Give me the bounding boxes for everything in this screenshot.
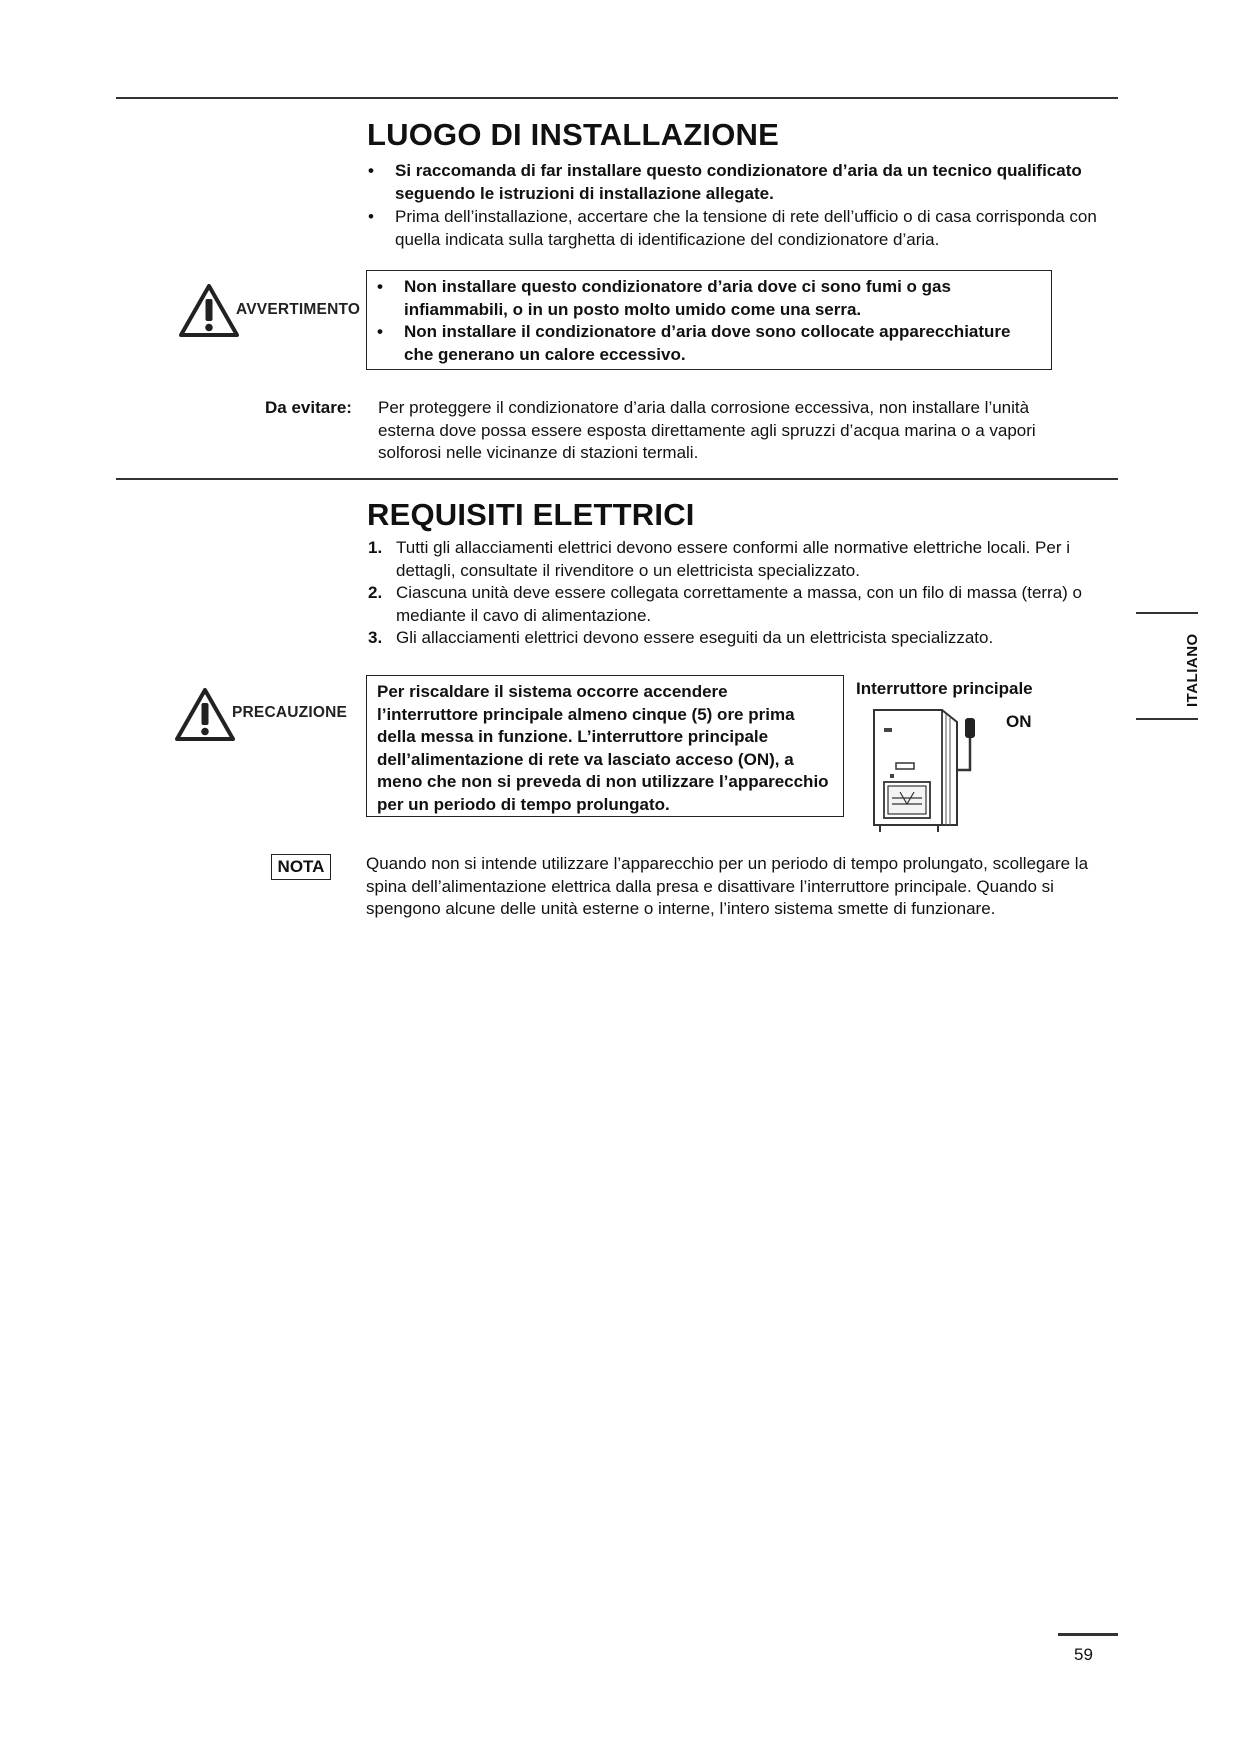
- installation-bullets: [368, 159, 1108, 251]
- section-title-electrical: REQUISITI ELETTRICI: [367, 497, 695, 532]
- bullet-text: Si raccomanda di far installare questo condizionatore d’aria da un tecnico qualificato seguendo le istruzioni di installazione allegate.: [395, 161, 1082, 203]
- electrical-requirements-list: [368, 537, 1118, 650]
- switch-state-label: ON: [1006, 712, 1032, 731]
- side-tab-language: ITALIANO: [1184, 633, 1201, 707]
- list-text: Tutti gli allacciamenti elettrici devono essere conformi alle normative elettriche locali. Per i dettagli, consultate il rivenditore o un elettricista specializzato.: [396, 538, 1070, 580]
- top-rule: [116, 97, 1118, 99]
- warning-item: [377, 276, 1041, 321]
- main-switch-illustration: [862, 700, 1012, 835]
- bullet-item: [368, 205, 1108, 251]
- bullet-item: [368, 159, 1108, 205]
- warning-item-text: Non installare il condizionatore d’aria dove sono collocate apparecchiature che generano un calore eccessivo.: [404, 322, 1011, 364]
- list-text: Gli allacciamenti elettrici devono essere eseguiti da un elettricista specializzato.: [396, 628, 994, 647]
- bullet-dot: •: [368, 161, 374, 180]
- list-item: [368, 582, 1118, 627]
- avoid-text: Per proteggere il condizionatore d’aria dalla corrosione eccessiva, non installare l’unità esterna dove possa essere esposta direttamente agli spruzzi d’acqua marina o a vapori solforosi nelle vicinanze di stazioni termali.: [378, 398, 1036, 462]
- warning-item: [377, 321, 1041, 366]
- warning-triangle-icon: [178, 283, 240, 338]
- list-text: Ciascuna unità deve essere collegata correttamente a massa, con un filo di massa (terra) o mediante il cavo di alimentazione.: [396, 583, 1083, 625]
- bullet-dot: •: [377, 322, 383, 341]
- caution-text: Per riscaldare il sistema occorre accendere l’interruttore principale almeno cinque (5) ore prima della messa in funzione. L’interruttore principale dell’alimentazione di rete va lasciato acceso (ON), a meno che non si preveda di non utilizzare l’apparecchio per un periodo di tempo prolungato.: [377, 682, 829, 814]
- bullet-dot: •: [368, 207, 374, 226]
- section-title-installation: LUOGO DI INSTALLAZIONE: [367, 117, 779, 152]
- middle-rule: [116, 478, 1118, 480]
- list-number: 1.: [368, 538, 383, 557]
- caution-box: [366, 675, 844, 817]
- warning-label: AVVERTIMENTO: [236, 301, 361, 318]
- caution-label: PRECAUZIONE: [232, 704, 348, 721]
- warning-item-text: Non installare questo condizionatore d’aria dove ci sono fumi o gas infiammabili, o in un posto molto umido come una serra.: [404, 277, 951, 319]
- switch-caption: Interruttore principale: [856, 679, 1033, 698]
- note-text: Quando non si intende utilizzare l’apparecchio per un periodo di tempo prolungato, scollegare la spina dell’alimentazione elettrica dalla presa e disattivare l’interruttore principale. Quando si spengono alcune delle unità esterne o interne, l’intero sistema smette di funzionare.: [366, 854, 1089, 918]
- side-tab-top-line: [1136, 612, 1198, 614]
- list-item: [368, 537, 1118, 582]
- list-item: [368, 627, 1118, 650]
- side-tab-bottom-line: [1136, 718, 1198, 720]
- page-number-rule: [1058, 1633, 1118, 1636]
- avoid-label: Da evitare:: [265, 398, 352, 417]
- list-number: 2.: [368, 583, 383, 602]
- warning-box: [366, 270, 1052, 370]
- bullet-dot: •: [377, 277, 383, 296]
- caution-triangle-icon: [174, 687, 236, 742]
- list-number: 3.: [368, 628, 383, 647]
- bullet-text: Prima dell’installazione, accertare che la tensione di rete dell’ufficio o di casa corrisponda con quella indicata sulla targhetta di identificazione del condizionatore d’aria.: [395, 207, 1097, 249]
- note-badge: NOTA: [271, 854, 331, 880]
- page-number: 59: [1074, 1645, 1093, 1664]
